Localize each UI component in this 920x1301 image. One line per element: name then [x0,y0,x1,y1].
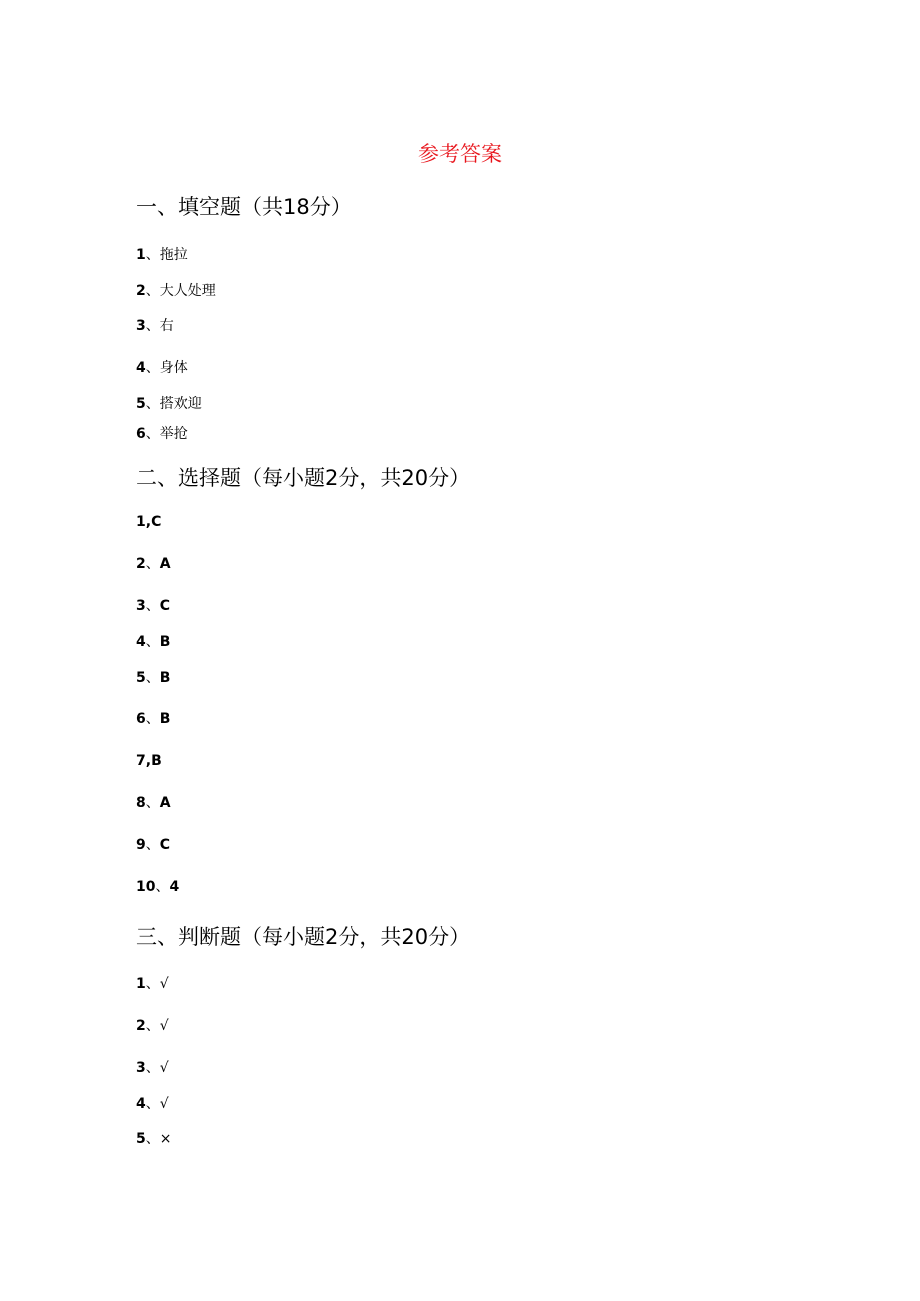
item-number: 5 [136,670,146,686]
item-separator: 、 [145,1018,160,1034]
item-number: 6 [136,426,146,442]
item-number: 1 [136,247,146,263]
item-number: 4 [136,1096,146,1112]
list-item [136,633,170,651]
item-answer: √ [159,1096,169,1112]
list-item [136,1017,169,1035]
item-answer: √ [159,1018,169,1034]
item-answer: √ [159,976,169,992]
item-answer: B [159,670,171,686]
item-separator: 、 [145,426,160,442]
item-separator: 、 [145,283,160,299]
item-separator: 、 [145,795,160,811]
item-number: 6 [136,711,146,727]
list-item [136,1059,169,1077]
item-number: 10 [136,879,156,895]
item-separator: 、 [145,1060,160,1076]
item-separator: 、 [145,837,160,853]
item-answer: 拖拉 [159,247,188,263]
item-answer: 搭欢迎 [159,396,202,412]
item-separator: 、 [145,976,160,992]
item-answer: B [151,753,162,769]
item-separator: 、 [145,670,160,686]
section-heading-fill-in: 一、填空题（共18分） [136,195,352,219]
item-answer: 大人处理 [159,283,216,299]
item-number: 2 [136,556,146,572]
item-separator: 、 [145,318,160,334]
list-item [136,669,170,687]
list-item [136,317,174,335]
item-separator: , [145,514,152,530]
item-number: 4 [136,360,146,376]
list-item [136,836,170,854]
item-answer: × [159,1131,172,1147]
list-item [136,359,188,377]
list-item [136,513,161,531]
list-item [136,975,169,993]
item-separator: 、 [145,598,160,614]
item-answer: A [159,795,171,811]
item-number: 5 [136,1131,146,1147]
item-number: 3 [136,598,146,614]
item-number: 2 [136,1018,146,1034]
item-number: 1 [136,976,146,992]
list-item [136,282,216,300]
item-separator: 、 [145,1096,160,1112]
item-separator: 、 [145,634,160,650]
list-item [136,1130,171,1148]
item-answer: 身体 [159,360,188,376]
list-item [136,597,170,615]
item-separator: 、 [155,879,170,895]
list-item [136,425,188,443]
item-number: 9 [136,837,146,853]
item-separator: 、 [145,711,160,727]
item-number: 3 [136,318,146,334]
item-separator: 、 [145,556,160,572]
item-answer: 举抢 [159,426,188,442]
page-title: 参考答案 [418,142,502,166]
list-item [136,878,179,896]
section-heading-multiple-choice: 二、选择题（每小题2分，共20分） [136,466,471,490]
item-number: 8 [136,795,146,811]
list-item [136,752,162,770]
list-item [136,555,171,573]
item-separator: 、 [145,396,160,412]
item-answer: C [159,837,171,853]
item-answer: C [159,598,171,614]
item-number: 1 [136,514,146,530]
item-number: 7 [136,753,146,769]
item-separator: , [145,753,152,769]
item-number: 4 [136,634,146,650]
item-answer: 右 [159,318,174,334]
list-item [136,710,170,728]
list-item [136,1095,169,1113]
list-item [136,395,202,413]
item-answer: B [159,634,171,650]
item-answer: C [151,514,162,530]
item-answer: √ [159,1060,169,1076]
item-separator: 、 [145,360,160,376]
item-number: 5 [136,396,146,412]
item-answer: A [159,556,171,572]
item-answer: 4 [169,879,180,895]
item-answer: B [159,711,171,727]
item-number: 2 [136,283,146,299]
item-separator: 、 [145,1131,160,1147]
section-heading-true-false: 三、判断题（每小题2分，共20分） [136,925,471,949]
item-number: 3 [136,1060,146,1076]
item-separator: 、 [145,247,160,263]
list-item [136,794,171,812]
list-item [136,246,188,264]
